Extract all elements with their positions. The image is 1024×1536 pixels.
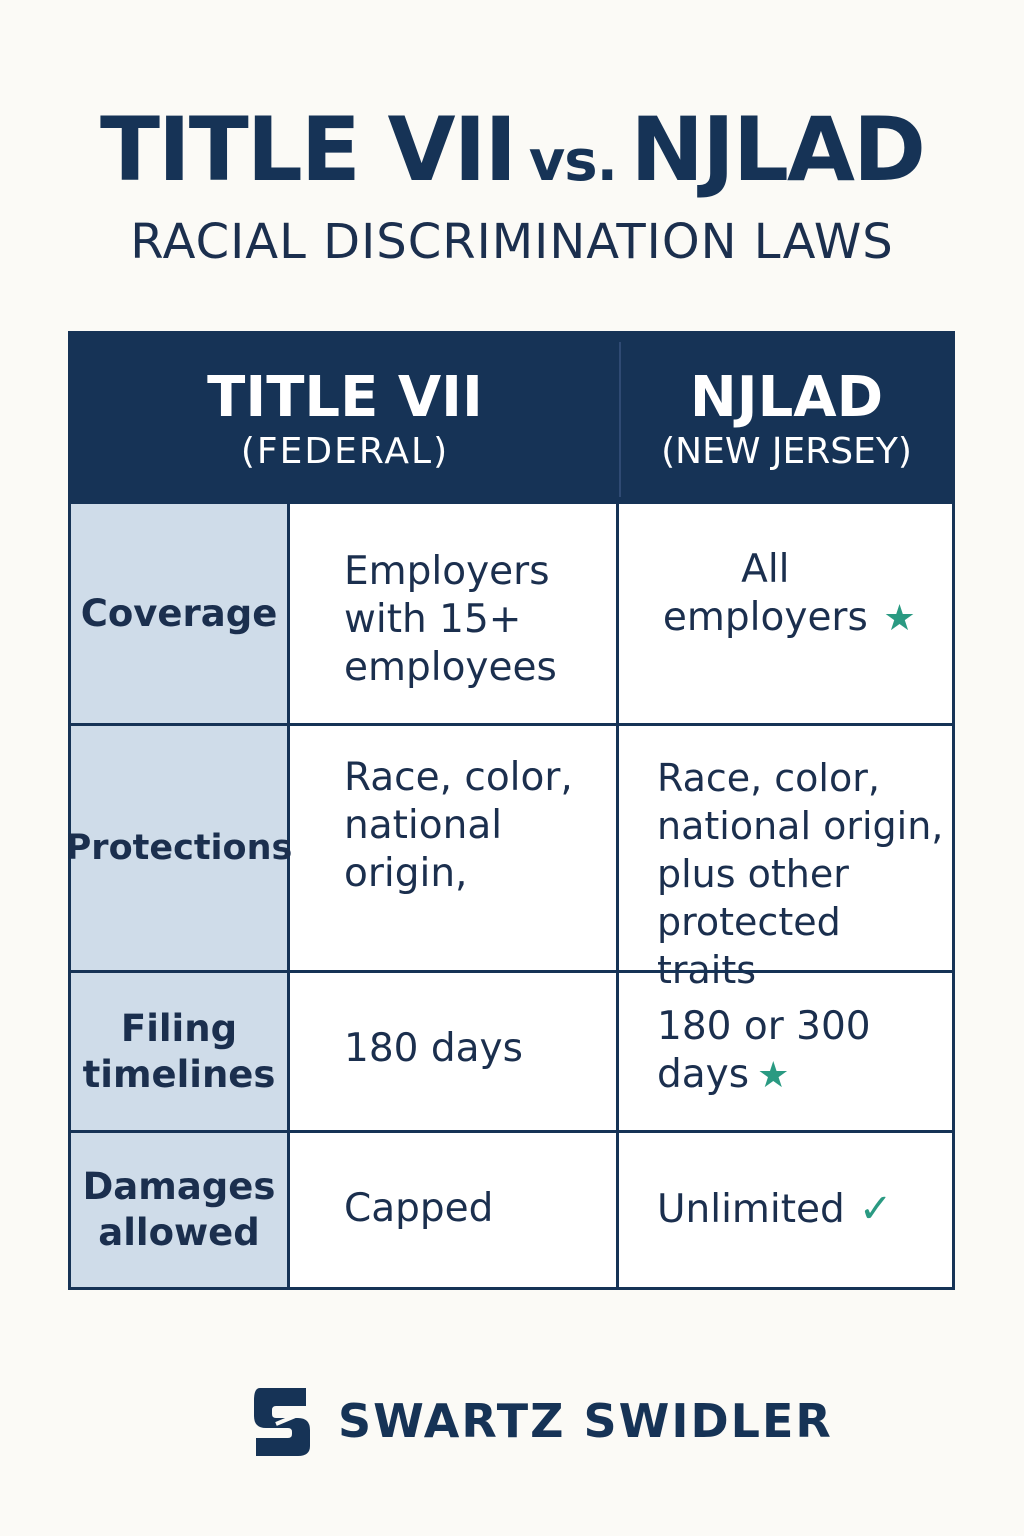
header-title-vii [71,334,619,501]
njlad-coverage: All employers [662,547,868,640]
table-row-coverage [71,501,952,723]
njlad-protections-cell [619,726,952,992]
table-row-damages [71,1130,952,1287]
row-label-protections: Protections [71,726,290,970]
title-vs: vs. [528,129,617,194]
brand-footer [250,1384,833,1458]
njlad-damages-text [657,1185,947,1234]
title-left: TITLE VII [99,98,516,201]
table-row-protections [65,723,952,992]
header-njlad [621,334,952,501]
title-vii-coverage-cell [290,504,619,723]
njlad-filing-cell [619,973,952,1130]
title-vii-filing: 180 days [344,1026,523,1071]
njlad-damages-cell [619,1133,952,1287]
page-subtitle: RACIAL DISCRIMINATION LAWS [130,214,894,270]
header-njlad-name: NJLAD [689,365,884,430]
header-title-vii-sub: (FEDERAL) [240,431,450,472]
checkmark-icon: ✓ [858,1186,893,1232]
row-label-filing: Filing timelines [71,973,290,1130]
title-vii-protections: Race, color, national origin, [344,755,573,896]
brand-name: SWARTZ SWIDLER [338,1394,833,1448]
table-header [71,334,952,501]
header-njlad-sub: (NEW JERSEY) [661,431,912,472]
title-vii-filing-cell [290,973,619,1130]
title-vii-protections-cell [290,726,619,970]
page-title [0,98,1024,201]
comparison-table [65,331,955,1290]
title-vii-coverage: Employers with 15+ employees [344,549,557,690]
njlad-coverage-text [619,546,952,643]
njlad-filing: 180 or 300 days [657,1004,871,1097]
row-label-damages: Damages allowed [71,1133,290,1287]
njlad-damages: Unlimited [657,1187,845,1232]
title-right: NJLAD [630,98,925,201]
njlad-protections: Race, color, national origin, plus other protected traits [657,756,944,992]
row-label-coverage: Coverage [71,504,290,723]
table-row-filing [71,970,952,1130]
title-vii-damages: Capped [344,1186,494,1231]
header-title-vii-name: TITLE VII [207,365,483,430]
title-vii-damages-cell [290,1133,619,1287]
star-icon: ★ [757,1055,790,1096]
swartz-swidler-logo-icon [250,1384,314,1458]
njlad-filing-text [657,1003,897,1100]
star-icon: ★ [883,598,916,639]
njlad-coverage-cell [619,504,952,723]
